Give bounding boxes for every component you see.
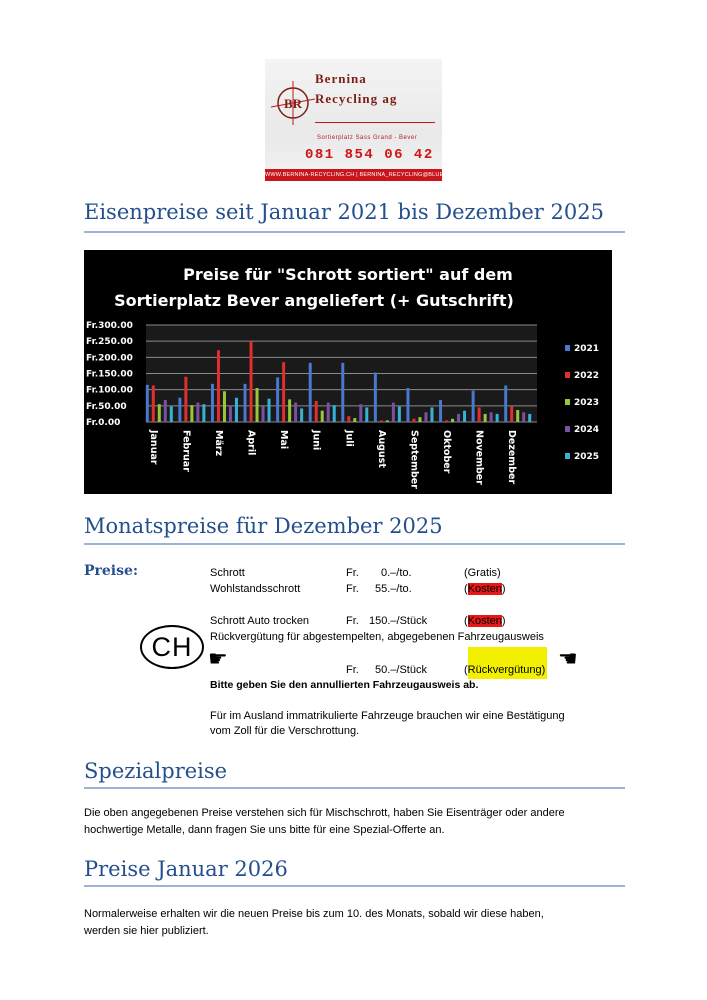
price-value: 150.–/Stück bbox=[369, 615, 428, 627]
bar-2021-Mai bbox=[276, 377, 279, 422]
bar-2023-November bbox=[484, 414, 487, 422]
bar-2023-April bbox=[256, 388, 259, 422]
price-item: Wohlstandsschrott bbox=[210, 583, 301, 595]
bar-2022-Mai bbox=[282, 362, 285, 422]
bar-2024-Juli bbox=[359, 404, 362, 422]
bar-2025-November bbox=[496, 414, 499, 422]
january-text-line-1: Normalerweise erhalten wir die neuen Preise bis zum 10. des Monats, sobald wir diese haben, bbox=[84, 908, 544, 920]
price-currency: Fr. bbox=[346, 583, 359, 595]
bar-2023-Oktober bbox=[451, 419, 454, 422]
bar-2021-November bbox=[472, 391, 475, 422]
legend-label: 2025 bbox=[574, 452, 600, 462]
bar-2022-Februar bbox=[184, 377, 187, 422]
legend-label: 2022 bbox=[574, 371, 600, 381]
bar-2024-Februar bbox=[196, 403, 199, 422]
chart-subtitle: Sortierplatz Bever angeliefert (+ Gutschrift) bbox=[114, 291, 514, 310]
heading-january-prices: Preise Januar 2026 bbox=[84, 857, 288, 881]
heading-rule bbox=[84, 231, 625, 233]
price-item: Schrott bbox=[210, 567, 245, 579]
bar-2025-Mai bbox=[300, 408, 303, 422]
bar-2023-Juli bbox=[353, 418, 356, 422]
y-tick-label: Fr.150.00 bbox=[86, 369, 133, 380]
legend-swatch bbox=[565, 345, 570, 351]
x-tick-label: September bbox=[408, 430, 420, 489]
y-tick-label: Fr.50.00 bbox=[86, 401, 127, 412]
x-tick-label: Januar bbox=[147, 430, 159, 465]
x-tick-label: Juni bbox=[310, 430, 322, 451]
legend-label: 2021 bbox=[574, 344, 600, 354]
y-tick-label: Fr.200.00 bbox=[86, 353, 133, 364]
y-tick-label: Fr.100.00 bbox=[86, 385, 133, 396]
logo-monogram bbox=[271, 81, 315, 125]
x-tick-label: August bbox=[375, 430, 387, 468]
cost-highlight: Kosten bbox=[467, 583, 502, 595]
bar-2021-Oktober bbox=[439, 400, 442, 422]
bar-2024-Juni bbox=[327, 403, 330, 422]
x-tick-label: Februar bbox=[180, 430, 192, 472]
bar-2025-Februar bbox=[202, 404, 205, 422]
heading-rule bbox=[84, 885, 625, 887]
price-currency: Fr. bbox=[346, 664, 359, 676]
price-currency: Fr. bbox=[346, 615, 359, 627]
refund-text: Rückvergütung für abgestempelten, abgegebenen Fahrzeugausweis bbox=[210, 631, 544, 643]
price-note: (Kosten) bbox=[464, 583, 506, 595]
annul-note: Bitte geben Sie den annullierten Fahrzeugausweis ab. bbox=[210, 679, 479, 691]
chart-svg bbox=[84, 250, 612, 494]
ch-badge: CH bbox=[140, 625, 204, 669]
bar-2025-Juni bbox=[333, 405, 336, 422]
bar-2024-August bbox=[392, 403, 395, 422]
y-tick-label: Fr.250.00 bbox=[86, 337, 133, 348]
bar-2022-April bbox=[250, 341, 253, 422]
heading-price-history: Eisenpreise seit Januar 2021 bis Dezember 2025 bbox=[84, 200, 604, 224]
bar-2021-September bbox=[406, 388, 409, 422]
bar-2025-September bbox=[430, 407, 433, 422]
legend-swatch bbox=[565, 372, 570, 378]
bar-2021-August bbox=[374, 373, 377, 422]
bar-2023-März bbox=[223, 391, 226, 422]
bar-2022-März bbox=[217, 350, 220, 422]
bar-2021-April bbox=[244, 384, 247, 422]
price-value: 0.–/to. bbox=[381, 567, 412, 579]
bar-2025-Juli bbox=[365, 407, 368, 422]
bar-2024-März bbox=[229, 405, 232, 422]
x-tick-label: März bbox=[212, 430, 224, 457]
bar-2021-Januar bbox=[146, 385, 149, 422]
logo-line-1: Bernina bbox=[315, 71, 367, 86]
bar-2025-Dezember bbox=[528, 414, 531, 422]
x-tick-label: Mai bbox=[278, 430, 290, 450]
foreign-note-line-2: vom Zoll für die Verschrottung. bbox=[210, 725, 360, 737]
bar-2022-September bbox=[412, 419, 415, 422]
price-value: 55.–/to. bbox=[375, 583, 412, 595]
bar-2021-Dezember bbox=[504, 385, 507, 422]
bar-2024-September bbox=[424, 412, 427, 422]
bar-2023-Dezember bbox=[516, 410, 519, 422]
chart-title: Preise für "Schrott sortiert" auf dem bbox=[183, 265, 513, 284]
bar-2025-März bbox=[235, 398, 238, 422]
legend-label: 2023 bbox=[574, 398, 600, 408]
logo-phone: 081 854 06 42 bbox=[305, 147, 434, 163]
logo-line-2: Recycling ag bbox=[315, 91, 398, 106]
svg-text:BR: BR bbox=[283, 96, 303, 111]
x-tick-label: April bbox=[245, 430, 257, 456]
foreign-note-line-1: Für im Ausland immatrikulierte Fahrzeuge brauchen wir eine Bestätigung bbox=[210, 710, 565, 722]
bar-2023-September bbox=[418, 417, 421, 422]
bar-2023-Juni bbox=[321, 411, 324, 422]
prices-label: Preise: bbox=[84, 563, 139, 579]
logo-links: WWW.BERNINA-RECYCLING.CH | BERNINA_RECYCLING@BLUEWIN.CH bbox=[265, 169, 442, 181]
bar-2023-August bbox=[386, 420, 389, 422]
x-tick-label: November bbox=[473, 430, 485, 485]
bar-2024-April bbox=[262, 406, 265, 422]
price-value: 50.–/Stück bbox=[375, 664, 427, 676]
x-tick-label: Oktober bbox=[441, 430, 453, 474]
legend-label: 2024 bbox=[574, 425, 600, 435]
bar-2022-August bbox=[380, 420, 383, 422]
hand-pointing-left-icon: ☚ bbox=[558, 646, 578, 671]
cost-highlight: Kosten bbox=[467, 615, 502, 627]
bar-2025-Oktober bbox=[463, 411, 466, 422]
heading-special-prices: Spezialpreise bbox=[84, 759, 228, 783]
bar-2025-August bbox=[398, 406, 401, 422]
special-text-line-2: hochwertige Metalle, dann fragen Sie uns bitte für eine Spezial-Offerte an. bbox=[84, 824, 445, 836]
bar-2022-Dezember bbox=[510, 406, 513, 422]
price-chart bbox=[84, 250, 612, 494]
bar-2022-Juni bbox=[315, 401, 318, 422]
x-tick-label: Juli bbox=[343, 430, 355, 447]
bar-2024-Dezember bbox=[522, 412, 525, 422]
price-note: (Gratis) bbox=[464, 567, 501, 579]
bar-2021-Juni bbox=[309, 363, 312, 422]
logo-address: Sortierplatz Sass Grand - Bever bbox=[317, 135, 418, 141]
bar-2023-Januar bbox=[158, 404, 161, 422]
special-text-line-1: Die oben angegebenen Preise verstehen sich für Mischschrott, haben Sie Eisenträger oder andere bbox=[84, 807, 565, 819]
legend-swatch bbox=[565, 453, 570, 459]
bar-2021-März bbox=[211, 384, 214, 422]
bar-2021-Februar bbox=[178, 398, 181, 422]
bar-2022-Oktober bbox=[445, 420, 448, 422]
heading-monthly-prices: Monatspreise für Dezember 2025 bbox=[84, 514, 443, 538]
bar-2025-Januar bbox=[170, 406, 173, 422]
bar-2022-Januar bbox=[152, 385, 155, 422]
price-note: (Rückvergütung) bbox=[464, 664, 546, 676]
legend-swatch bbox=[565, 399, 570, 405]
bar-2024-Mai bbox=[294, 403, 297, 422]
company-logo bbox=[265, 59, 465, 181]
x-tick-label: Dezember bbox=[506, 430, 518, 485]
price-currency: Fr. bbox=[346, 567, 359, 579]
bar-2022-Juli bbox=[347, 416, 350, 422]
bar-2024-Oktober bbox=[457, 414, 460, 422]
y-tick-label: Fr.300.00 bbox=[86, 321, 133, 331]
january-text-line-2: werden sie hier publiziert. bbox=[84, 925, 209, 937]
heading-rule bbox=[84, 787, 625, 789]
y-tick-label: Fr.0.00 bbox=[86, 418, 121, 428]
bar-2024-Januar bbox=[164, 400, 167, 422]
bar-2024-November bbox=[490, 412, 493, 422]
bar-2025-April bbox=[268, 399, 271, 422]
price-note: (Kosten) bbox=[464, 615, 506, 627]
price-item: Schrott Auto trocken bbox=[210, 615, 310, 627]
bar-2023-Februar bbox=[190, 405, 193, 422]
heading-rule bbox=[84, 543, 625, 545]
legend-swatch bbox=[565, 426, 570, 432]
bar-2021-Juli bbox=[341, 363, 344, 422]
bar-2023-Mai bbox=[288, 399, 291, 422]
hand-pointing-right-icon: ☛ bbox=[208, 646, 228, 671]
bar-2022-November bbox=[478, 407, 481, 422]
